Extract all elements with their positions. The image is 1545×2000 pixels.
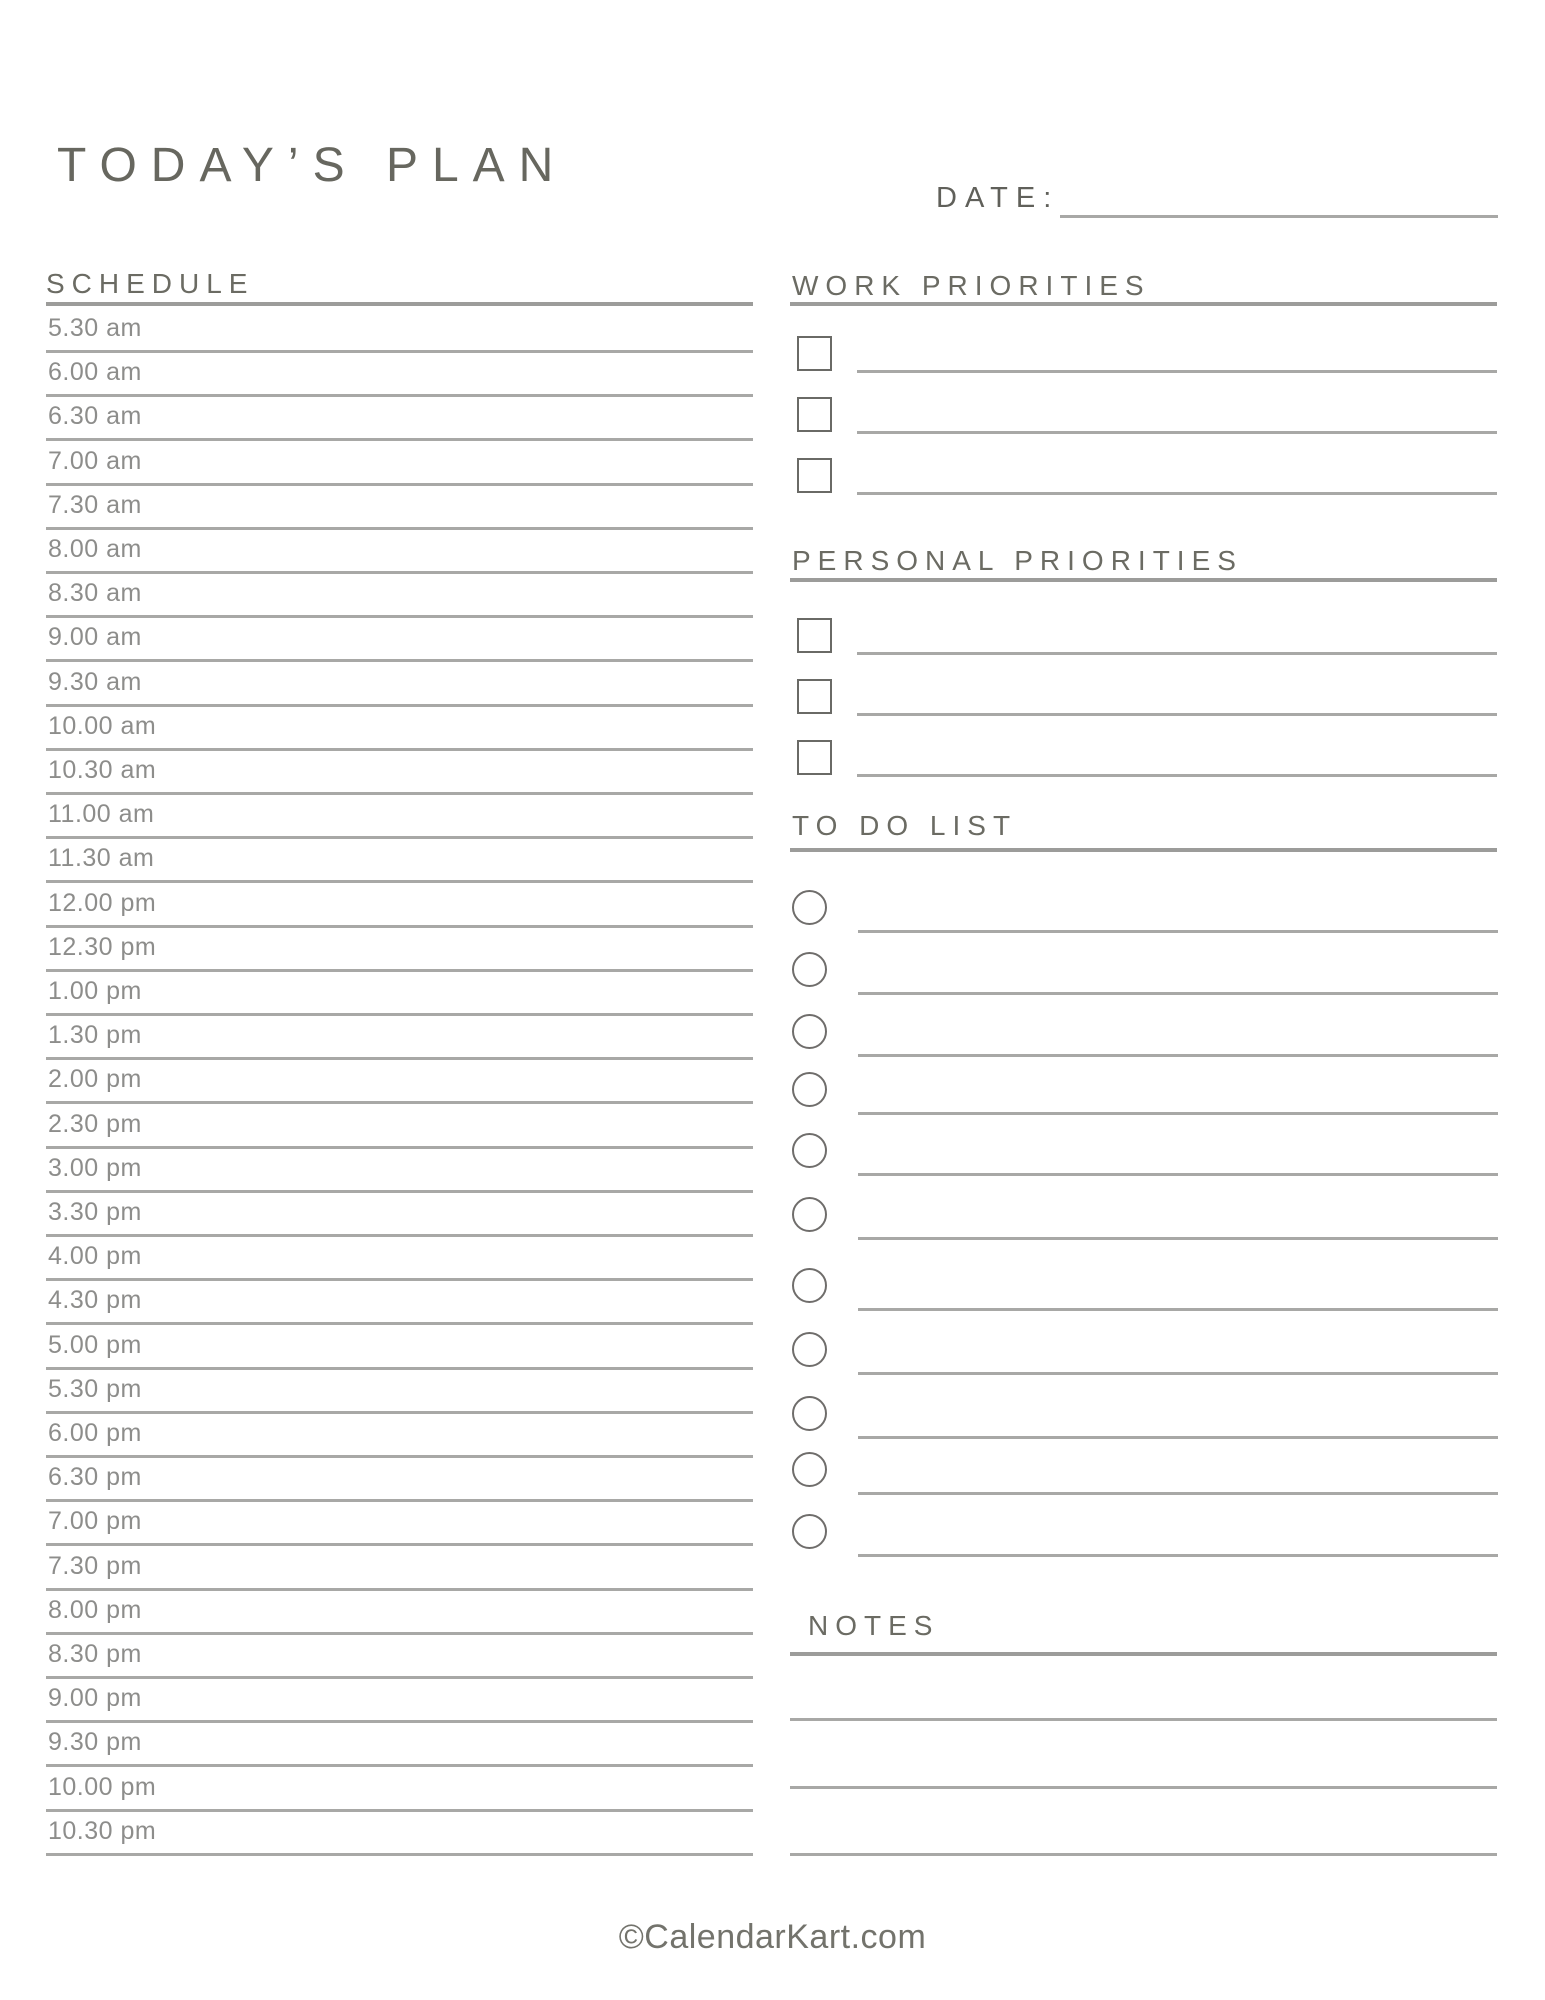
schedule-underline (46, 302, 753, 306)
schedule-row[interactable] (46, 396, 753, 441)
schedule-time-label: 10.00 am (48, 711, 157, 740)
schedule-row[interactable] (46, 529, 753, 574)
work-priority-line[interactable] (857, 431, 1497, 434)
schedule-time-label: 11.30 am (48, 844, 155, 873)
work-priority-checkbox[interactable] (797, 458, 832, 493)
work-priorities-underline (790, 302, 1497, 306)
personal-priority-checkbox[interactable] (797, 740, 832, 775)
schedule-time-label: 6.00 pm (48, 1419, 142, 1447)
schedule-row[interactable] (46, 1457, 753, 1502)
schedule-row[interactable] (46, 1192, 753, 1237)
schedule-time-label: 8.00 am (48, 535, 142, 563)
schedule-row[interactable] (46, 441, 753, 486)
schedule-row[interactable] (46, 1722, 753, 1767)
schedule-row[interactable] (46, 1634, 753, 1679)
notes-line[interactable] (790, 1853, 1497, 1856)
schedule-time-label: 5.30 am (48, 314, 142, 342)
schedule-row[interactable] (46, 1678, 753, 1723)
schedule-time-label: 3.00 pm (48, 1153, 142, 1182)
personal-priority-line[interactable] (857, 652, 1497, 655)
notes-line[interactable] (790, 1786, 1497, 1789)
todo-line[interactable] (858, 1554, 1498, 1557)
todo-circle[interactable] (792, 1268, 827, 1303)
schedule-row[interactable] (46, 1590, 753, 1635)
schedule-time-label: 9.30 pm (48, 1728, 142, 1757)
schedule-time-label: 6.30 am (48, 402, 142, 431)
schedule-row[interactable] (46, 617, 753, 662)
schedule-time-label: 5.30 pm (48, 1374, 142, 1403)
schedule-row[interactable] (46, 1104, 753, 1149)
todo-heading: TO DO LIST (792, 810, 1018, 841)
schedule-time-label: 10.00 pm (48, 1772, 157, 1801)
schedule-row[interactable] (46, 662, 753, 707)
date-input-line[interactable] (1060, 215, 1498, 218)
todo-circle[interactable] (792, 1514, 827, 1549)
schedule-time-label: 4.30 pm (48, 1286, 142, 1315)
schedule-time-label: 12.30 pm (48, 932, 157, 961)
schedule-row[interactable] (46, 838, 753, 883)
todo-line[interactable] (858, 1436, 1498, 1439)
work-priority-line[interactable] (857, 370, 1497, 373)
schedule-time-label: 3.30 pm (48, 1198, 142, 1226)
schedule-row[interactable] (46, 1280, 753, 1325)
notes-underline (790, 1652, 1497, 1656)
schedule-time-label: 7.00 am (48, 446, 142, 475)
schedule-time-label: 12.00 pm (48, 888, 157, 917)
todo-line[interactable] (858, 1112, 1498, 1115)
schedule-time-label: 7.30 pm (48, 1551, 142, 1580)
todo-underline (790, 848, 1497, 852)
notes-heading: NOTES (808, 1610, 940, 1641)
todo-circle[interactable] (792, 1332, 827, 1367)
date-label: DATE: (936, 182, 1060, 214)
schedule-row[interactable] (46, 352, 753, 397)
schedule-row[interactable] (46, 1501, 753, 1546)
schedule-row[interactable] (46, 794, 753, 839)
schedule-row[interactable] (46, 883, 753, 928)
personal-priorities-underline (790, 578, 1497, 582)
schedule-time-label: 8.30 pm (48, 1640, 142, 1668)
schedule-row[interactable] (46, 1369, 753, 1414)
schedule-row[interactable] (46, 1325, 753, 1370)
schedule-row[interactable] (46, 706, 753, 751)
schedule-row[interactable] (46, 750, 753, 795)
schedule-time-label: 1.30 pm (48, 1021, 142, 1050)
schedule-row[interactable] (46, 1059, 753, 1104)
todo-line[interactable] (858, 992, 1498, 995)
schedule-time-label: 5.00 pm (48, 1330, 142, 1359)
schedule-time-label: 9.30 am (48, 667, 142, 696)
personal-priority-checkbox[interactable] (797, 679, 832, 714)
schedule-time-label: 1.00 pm (48, 977, 142, 1005)
schedule-row[interactable] (46, 1413, 753, 1458)
schedule-time-label: 9.00 pm (48, 1684, 142, 1713)
todo-line[interactable] (858, 1308, 1498, 1311)
todo-circle[interactable] (792, 1014, 827, 1049)
schedule-row[interactable] (46, 1015, 753, 1060)
todo-circle[interactable] (792, 1072, 827, 1107)
todo-circle[interactable] (792, 952, 827, 987)
todo-circle[interactable] (792, 890, 827, 925)
schedule-time-label: 9.00 am (48, 623, 142, 652)
todo-line[interactable] (858, 1372, 1498, 1375)
todo-line[interactable] (858, 1492, 1498, 1495)
work-priority-line[interactable] (857, 492, 1497, 495)
todo-circle[interactable] (792, 1452, 827, 1487)
schedule-time-label: 4.00 pm (48, 1242, 142, 1271)
schedule-time-label: 10.30 am (48, 756, 157, 784)
personal-priority-checkbox[interactable] (797, 618, 832, 653)
schedule-time-label: 6.00 am (48, 358, 142, 387)
schedule-time-label: 10.30 pm (48, 1816, 157, 1845)
schedule-row[interactable] (46, 308, 753, 353)
todo-line[interactable] (858, 930, 1498, 933)
todo-line[interactable] (858, 1173, 1498, 1176)
personal-priority-line[interactable] (857, 713, 1497, 716)
footer-credit: ©CalendarKart.com (618, 1918, 927, 1956)
schedule-row[interactable] (46, 971, 753, 1016)
notes-line[interactable] (790, 1718, 1497, 1721)
schedule-row[interactable] (46, 927, 753, 972)
schedule-row[interactable] (46, 573, 753, 618)
schedule-row[interactable] (46, 1811, 753, 1856)
todo-line[interactable] (858, 1237, 1498, 1240)
schedule-time-label: 2.00 pm (48, 1065, 142, 1094)
schedule-time-label: 11.00 am (48, 800, 155, 829)
schedule-time-label: 8.00 pm (48, 1595, 142, 1624)
schedule-row[interactable] (46, 1236, 753, 1281)
schedule-time-label: 6.30 pm (48, 1463, 142, 1492)
schedule-heading: SCHEDULE (46, 268, 255, 299)
personal-priorities-heading: PERSONAL PRIORITIES (792, 545, 1243, 576)
work-priority-checkbox[interactable] (797, 397, 832, 432)
todo-circle[interactable] (792, 1197, 827, 1232)
page-title: TODAY’S PLAN (57, 139, 568, 192)
personal-priority-line[interactable] (857, 774, 1497, 777)
schedule-row[interactable] (46, 485, 753, 530)
todo-circle[interactable] (792, 1396, 827, 1431)
schedule-row[interactable] (46, 1148, 753, 1193)
work-priorities-heading: WORK PRIORITIES (792, 270, 1151, 301)
schedule-row[interactable] (46, 1767, 753, 1812)
todo-circle[interactable] (792, 1133, 827, 1168)
schedule-row[interactable] (46, 1546, 753, 1591)
schedule-time-label: 7.30 am (48, 490, 142, 519)
schedule-time-label: 8.30 am (48, 579, 142, 608)
schedule-time-label: 7.00 pm (48, 1507, 142, 1536)
schedule-time-label: 2.30 pm (48, 1109, 142, 1138)
todo-line[interactable] (858, 1054, 1498, 1057)
work-priority-checkbox[interactable] (797, 336, 832, 371)
